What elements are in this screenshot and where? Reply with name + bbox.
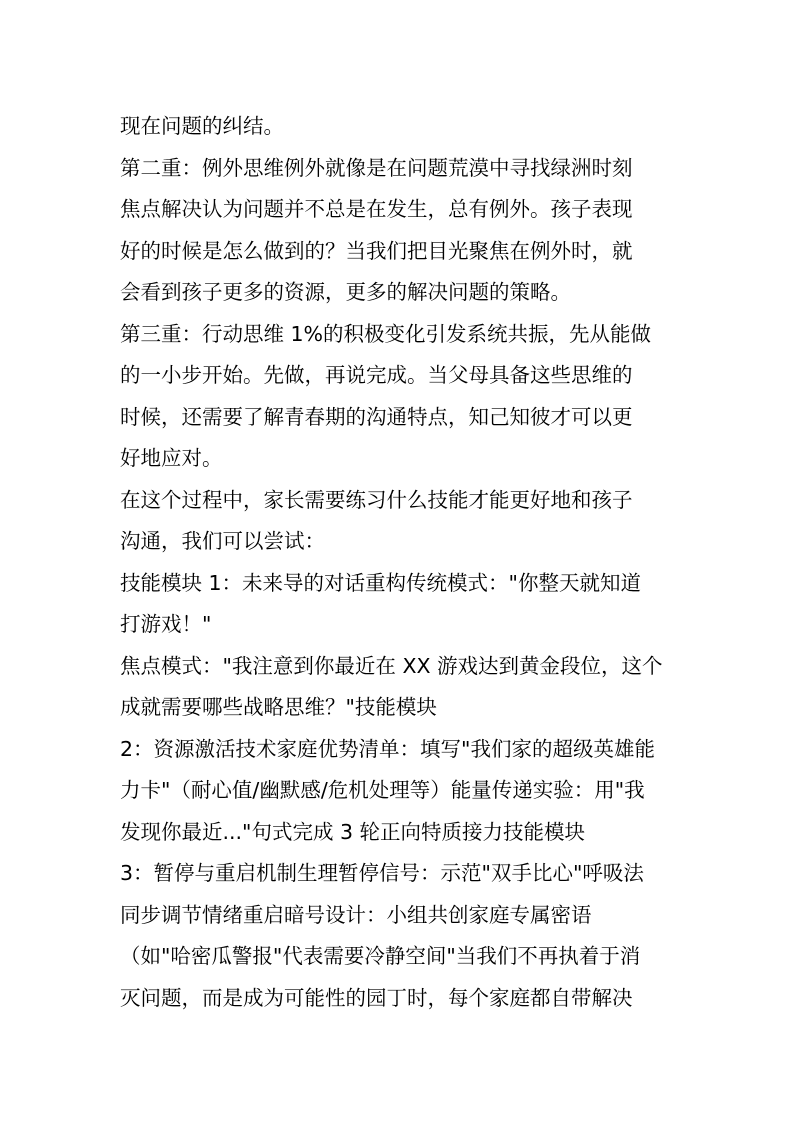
text-line-9: 好地应对。 [120, 446, 223, 470]
text-line-16: 2：资源激活技术家庭优势清单：填写"我们家的超级英雄能 [120, 736, 655, 761]
text-line-19: 3：暂停与重启机制生理暂停信号：示范"双手比心"呼吸法 [120, 861, 644, 885]
text-line-20: 同步调节情绪重启暗号设计：小组共创家庭专属密语 [120, 902, 592, 927]
text-line-22: 灭问题，而是成为可能性的园丁时，每个家庭都自带解决 [120, 985, 633, 1010]
document-body [120, 106, 676, 1019]
text-line-1: 现在问题的纠结。 [120, 114, 284, 138]
text-line-18: 发现你最近..."句式完成 3 轮正向特质接力技能模块 [120, 819, 586, 844]
text-line-13: 打游戏！" [120, 612, 212, 636]
text-line-5: 会看到孩子更多的资源，更多的解决问题的策略。 [120, 280, 571, 304]
text-line-4: 好的时候是怎么做到的？当我们把目光聚焦在例外时，就 [120, 238, 633, 263]
text-line-12: 技能模块 1：未来导的对话重构传统模式："你整天就知道 [120, 570, 641, 595]
text-line-3: 焦点解决认为问题并不总是在发生，总有例外。孩子表现 [120, 197, 633, 221]
text-line-6: 第三重：行动思维 1%的积极变化引发系统共振，先从能做 [120, 321, 652, 346]
text-line-15: 成就需要哪些战略思维？"技能模块 [120, 695, 437, 719]
text-line-17: 力卡"（耐心值/幽默感/危机处理等）能量传递实验：用"我 [120, 778, 645, 802]
text-line-21: （如"哈密瓜警报"代表需要冷静空间"当我们不再执着于消 [120, 944, 641, 968]
text-line-8: 时候，还需要了解青春期的沟通特点，知己知彼才可以更 [120, 404, 633, 429]
text-line-10: 在这个过程中，家长需要练习什么技能才能更好地和孩子 [120, 487, 633, 512]
text-line-14: 焦点模式："我注意到你最近在 XX 游戏达到黄金段位，这个 [120, 653, 663, 678]
text-line-2: 第二重：例外思维例外就像是在问题荒漠中寻找绿洲时刻 [120, 155, 633, 180]
text-line-7: 的一小步开始。先做，再说完成。当父母具备这些思维的 [120, 363, 633, 387]
text-line-11: 沟通，我们可以尝试： [120, 529, 325, 553]
